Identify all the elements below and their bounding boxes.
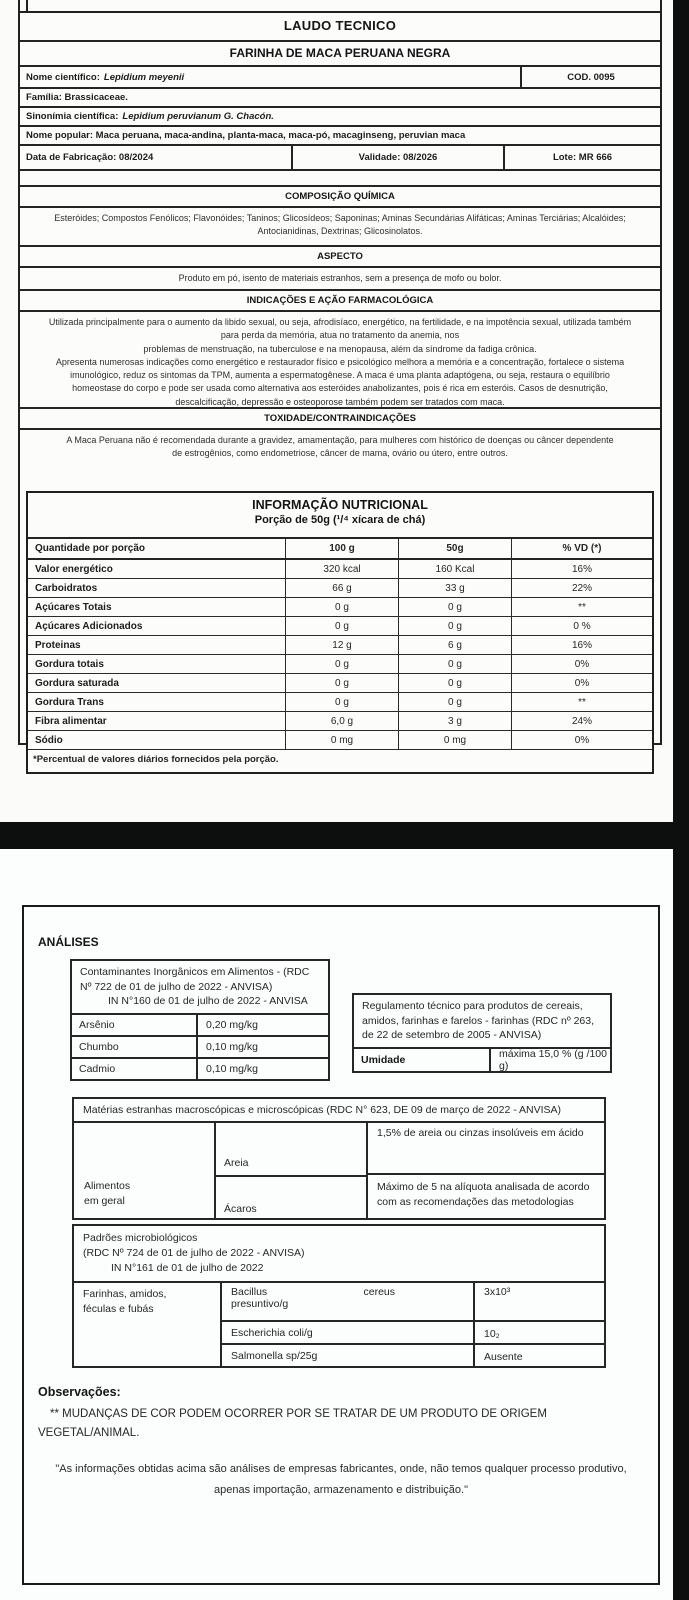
- foreign-matter-body: [74, 1123, 604, 1218]
- nutrition-footnote: *Percentual de valores diários fornecidos pela porção.: [33, 754, 279, 765]
- micro-header-line: IN N°161 de 01 de julho de 2022: [111, 1262, 264, 1274]
- field-row-synonymy: [20, 108, 660, 127]
- cod-cell: COD. 0095: [567, 71, 615, 83]
- toxicity-line: de estrogênios, como endometriose, câncer de mama, ovário ou útero, entre outros.: [172, 448, 508, 458]
- scan-border-artifact: [26, 0, 28, 11]
- table-row: Açúcares Adicionados 0 g 0 g 0 %: [28, 617, 652, 636]
- analyses-heading: ANÁLISES: [38, 935, 99, 949]
- field-row-scientific-name: [20, 67, 660, 89]
- sand-limit: 1,5% de areia ou cinzas insolúveis em ácido: [368, 1123, 604, 1175]
- nutrition-header-row: [28, 539, 652, 560]
- table-row: [222, 1283, 604, 1322]
- validity-cell: Validade: 08/2026: [291, 146, 505, 169]
- report-title: LAUDO TECNICO: [20, 13, 660, 42]
- observations-title: Observações:: [38, 1385, 121, 1399]
- indications-line: Apresenta numerosas indicações como energético e restaurador físico e psicológico melhora a memória e a concentração, fortalece o sistema: [55, 356, 625, 367]
- section-header-indications: INDICAÇÕES E AÇÃO FARMACOLÓGICA: [20, 289, 660, 312]
- nutrition-table: [26, 491, 654, 774]
- toxicity-text: [20, 430, 660, 474]
- contaminants-header-in-text: IN N°160 de 01 de julho de 2022 - ANVISA: [108, 995, 308, 1007]
- nutrition-title-box: [28, 493, 652, 539]
- regulation-table-header: Regulamento técnico para produtos de cereais, amidos, farinhas e farelos - farinhas (RDC nº 263, de 22 de setembro de 2005 - ANVISA): [354, 995, 610, 1049]
- section-header-toxicity: TOXIDADE/CONTRAINDICAÇÕES: [20, 407, 660, 430]
- sand-label: Areia: [216, 1123, 366, 1177]
- observations-block: [38, 1385, 638, 1439]
- mites-limit: Máximo de 5 na alíquota analisada de acordo com as recomendações das metodologias: [377, 1181, 590, 1208]
- composition-line: Esteróides; Compostos Fenólicos; Flavonóides; Taninos; Glicosídeos; Saponinas; Aminas Secundárias Alifáticas; Aminas Terciárias; Alcalóides;: [54, 213, 626, 223]
- cutoff-top-row: [20, 0, 660, 13]
- foreign-matter-header: Matérias estranhas macroscópicas e microscópicas (RDC N° 623, DE 09 de março de 2022 - ANVISA): [74, 1099, 604, 1123]
- section-header-chemical-composition: COMPOSIÇÃO QUÍMICA: [20, 185, 660, 208]
- quote-line: "As informações obtidas acima são análises de empresas fabricantes, onde, não temos qualquer processo produtivo,: [55, 1463, 627, 1475]
- table-row: Sódio 0 mg 0 mg 0%: [28, 731, 652, 750]
- foreign-matter-limit-col: [368, 1123, 604, 1218]
- indications-line: descalcificação, depressão e osteoporose também podem ser tratados com maca.: [175, 396, 505, 407]
- field-row-popular-name: Nome popular: Maca peruana, maca-andina, planta-maca, maca-pó, macaginseng, peruvian maca: [20, 127, 660, 146]
- nutrition-col-quantity: Quantidade por porção: [28, 539, 286, 558]
- ecoli-cell: Escherichia coli/g: [222, 1322, 475, 1343]
- nutrition-col-100g: 100 g: [286, 539, 399, 558]
- section-gap: [20, 171, 660, 185]
- nutrition-portion-subtitle: Porção de 50g (¹/⁴ xícara de chá): [254, 514, 426, 526]
- product-name-title: FARINHA DE MACA PERUANA NEGRA: [20, 42, 660, 67]
- table-row: Chumbo 0,10 mg/kg: [72, 1037, 328, 1059]
- lot-cell: Lote: MR 666: [552, 152, 613, 163]
- scientific-name-value: Lepidium meyenii: [103, 71, 185, 83]
- foreign-matter-param-col: [216, 1123, 368, 1218]
- mites-label: Ácaros: [224, 1203, 257, 1215]
- field-row-family: Família: Brassicaceae.: [20, 89, 660, 108]
- humidity-row: [354, 1049, 610, 1071]
- micro-rows: [222, 1283, 604, 1366]
- table-row: Carboidratos 66 g 33 g 22%: [28, 579, 652, 598]
- section-gap: [20, 474, 660, 491]
- micro-standards-body: [74, 1283, 604, 1366]
- contaminants-table-header: [72, 961, 328, 1015]
- composition-line: Antocianidinas, Dextrinas; Glicosinolatos.: [257, 226, 423, 236]
- table-row: Proteinas 12 g 6 g 16%: [28, 636, 652, 655]
- cereal-regulation-table: [352, 993, 612, 1073]
- indications-line: imunológico, reduz os sintomas da TPM, aumenta a espermatogênese. A maca é uma planta adaptógena, ou seja, restaura o equilíbrio: [70, 370, 610, 381]
- synonymy-value: Lepidium peruvianum G. Chacón.: [122, 111, 274, 122]
- indications-line: problemas de menstruação, na tuberculose e na menopausa, além da síndrome da fadiga crônica.: [143, 343, 537, 354]
- inorganic-contaminants-table: [70, 959, 330, 1081]
- microbiological-standards-table: [72, 1224, 606, 1368]
- micro-header-line: Padrões microbiológicos: [83, 1232, 198, 1244]
- page1-outer-frame: [18, 0, 662, 765]
- observations-line2: VEGETAL/ANIMAL.: [38, 1427, 140, 1439]
- nutrition-col-50g: 50g: [399, 539, 512, 558]
- indications-line: Utilizada principalmente para o aumento da libido sexual, ou seja, afrodisíaco, energético, na fertilidade, e na impotência sexual, utilizada também: [48, 317, 632, 327]
- table-row: [222, 1322, 604, 1345]
- contaminants-header-text: Contaminantes Inorgânicos em Alimentos - (RDC Nº 722 de 01 de julho de 2022 - ANVISA): [80, 966, 310, 993]
- foreign-matter-group-cell: Alimentos em geral: [74, 1123, 216, 1218]
- page-2-scan: [0, 849, 673, 1600]
- aspect-text: Produto em pó, isento de materiais estranhos, sem a presença de mofo ou bolor.: [178, 273, 502, 283]
- humidity-value: máxima 15,0 % (g /100 g): [499, 1047, 607, 1072]
- table-row: Valor energético 320 kcal 160 Kcal 16%: [28, 560, 652, 579]
- observations-line1: ** MUDANÇAS DE COR PODEM OCORRER POR SE TRATAR DE UM PRODUTO DE ORIGEM: [50, 1408, 547, 1420]
- ecoli-limit: 10₂: [484, 1328, 500, 1340]
- nutrition-title: INFORMAÇÃO NUTRICIONAL: [252, 498, 428, 512]
- quote-line: apenas importação, armazenamento e distribuição.": [214, 1484, 468, 1496]
- salmonella-cell: Salmonella sp/25g: [222, 1345, 475, 1366]
- disclaimer-quote: [24, 1459, 658, 1501]
- scientific-name-cell: [20, 67, 522, 87]
- table-row: Gordura totais 0 g 0 g 0%: [28, 655, 652, 674]
- scientific-name-label: Nome científico:: [26, 71, 100, 83]
- table-row: Açúcares Totais 0 g 0 g **: [28, 598, 652, 617]
- table-row: Gordura Trans 0 g 0 g **: [28, 693, 652, 712]
- table-row: Gordura saturada 0 g 0 g 0%: [28, 674, 652, 693]
- table-row: [222, 1345, 604, 1366]
- bacillus-limit: 3x10³: [484, 1286, 511, 1298]
- table-row: Arsênio 0,20 mg/kg: [72, 1015, 328, 1037]
- humidity-label: Umidade: [354, 1049, 491, 1071]
- micro-header-line: (RDC Nº 724 de 01 de julho de 2022 - ANVISA): [83, 1247, 305, 1259]
- toxicity-line: A Maca Peruana não é recomendada durante a gravidez, amamentação, para mulheres com histórico de doenças ou câncer dependente: [66, 435, 614, 445]
- manufacture-row: [20, 146, 660, 171]
- indications-line: para perda da memória, atua no tratamento da anemia, nos: [220, 330, 460, 341]
- synonymy-label: Sinonímia científica:: [26, 111, 119, 122]
- indications-line: homeostase do corpo e pode ser usada como alternativa aos esteróides anabolizantes, pois é rica em esteróis. Casos de desnutrição,: [72, 383, 608, 394]
- indications-text: [20, 312, 660, 407]
- foreign-matter-table: [72, 1097, 606, 1220]
- flours-group-cell: Farinhas, amidos, féculas e fubás: [74, 1283, 222, 1366]
- bacillus-cell: Bacillus cereus presuntivo/g: [222, 1283, 475, 1320]
- section-header-aspect: ASPECTO: [20, 245, 660, 268]
- salmonella-limit: Ausente: [484, 1351, 523, 1363]
- manufacture-date-cell: Data de Fabricação: 08/2024: [26, 152, 154, 163]
- nutrition-col-vd: % VD (*): [562, 543, 602, 554]
- table-row: Fibra alimentar 6,0 g 3 g 24%: [28, 712, 652, 731]
- micro-standards-header: [74, 1226, 604, 1283]
- page2-outer-frame: [22, 905, 660, 1585]
- table-row: Cadmio 0,10 mg/kg: [72, 1059, 328, 1079]
- chemical-composition-text: [20, 208, 660, 245]
